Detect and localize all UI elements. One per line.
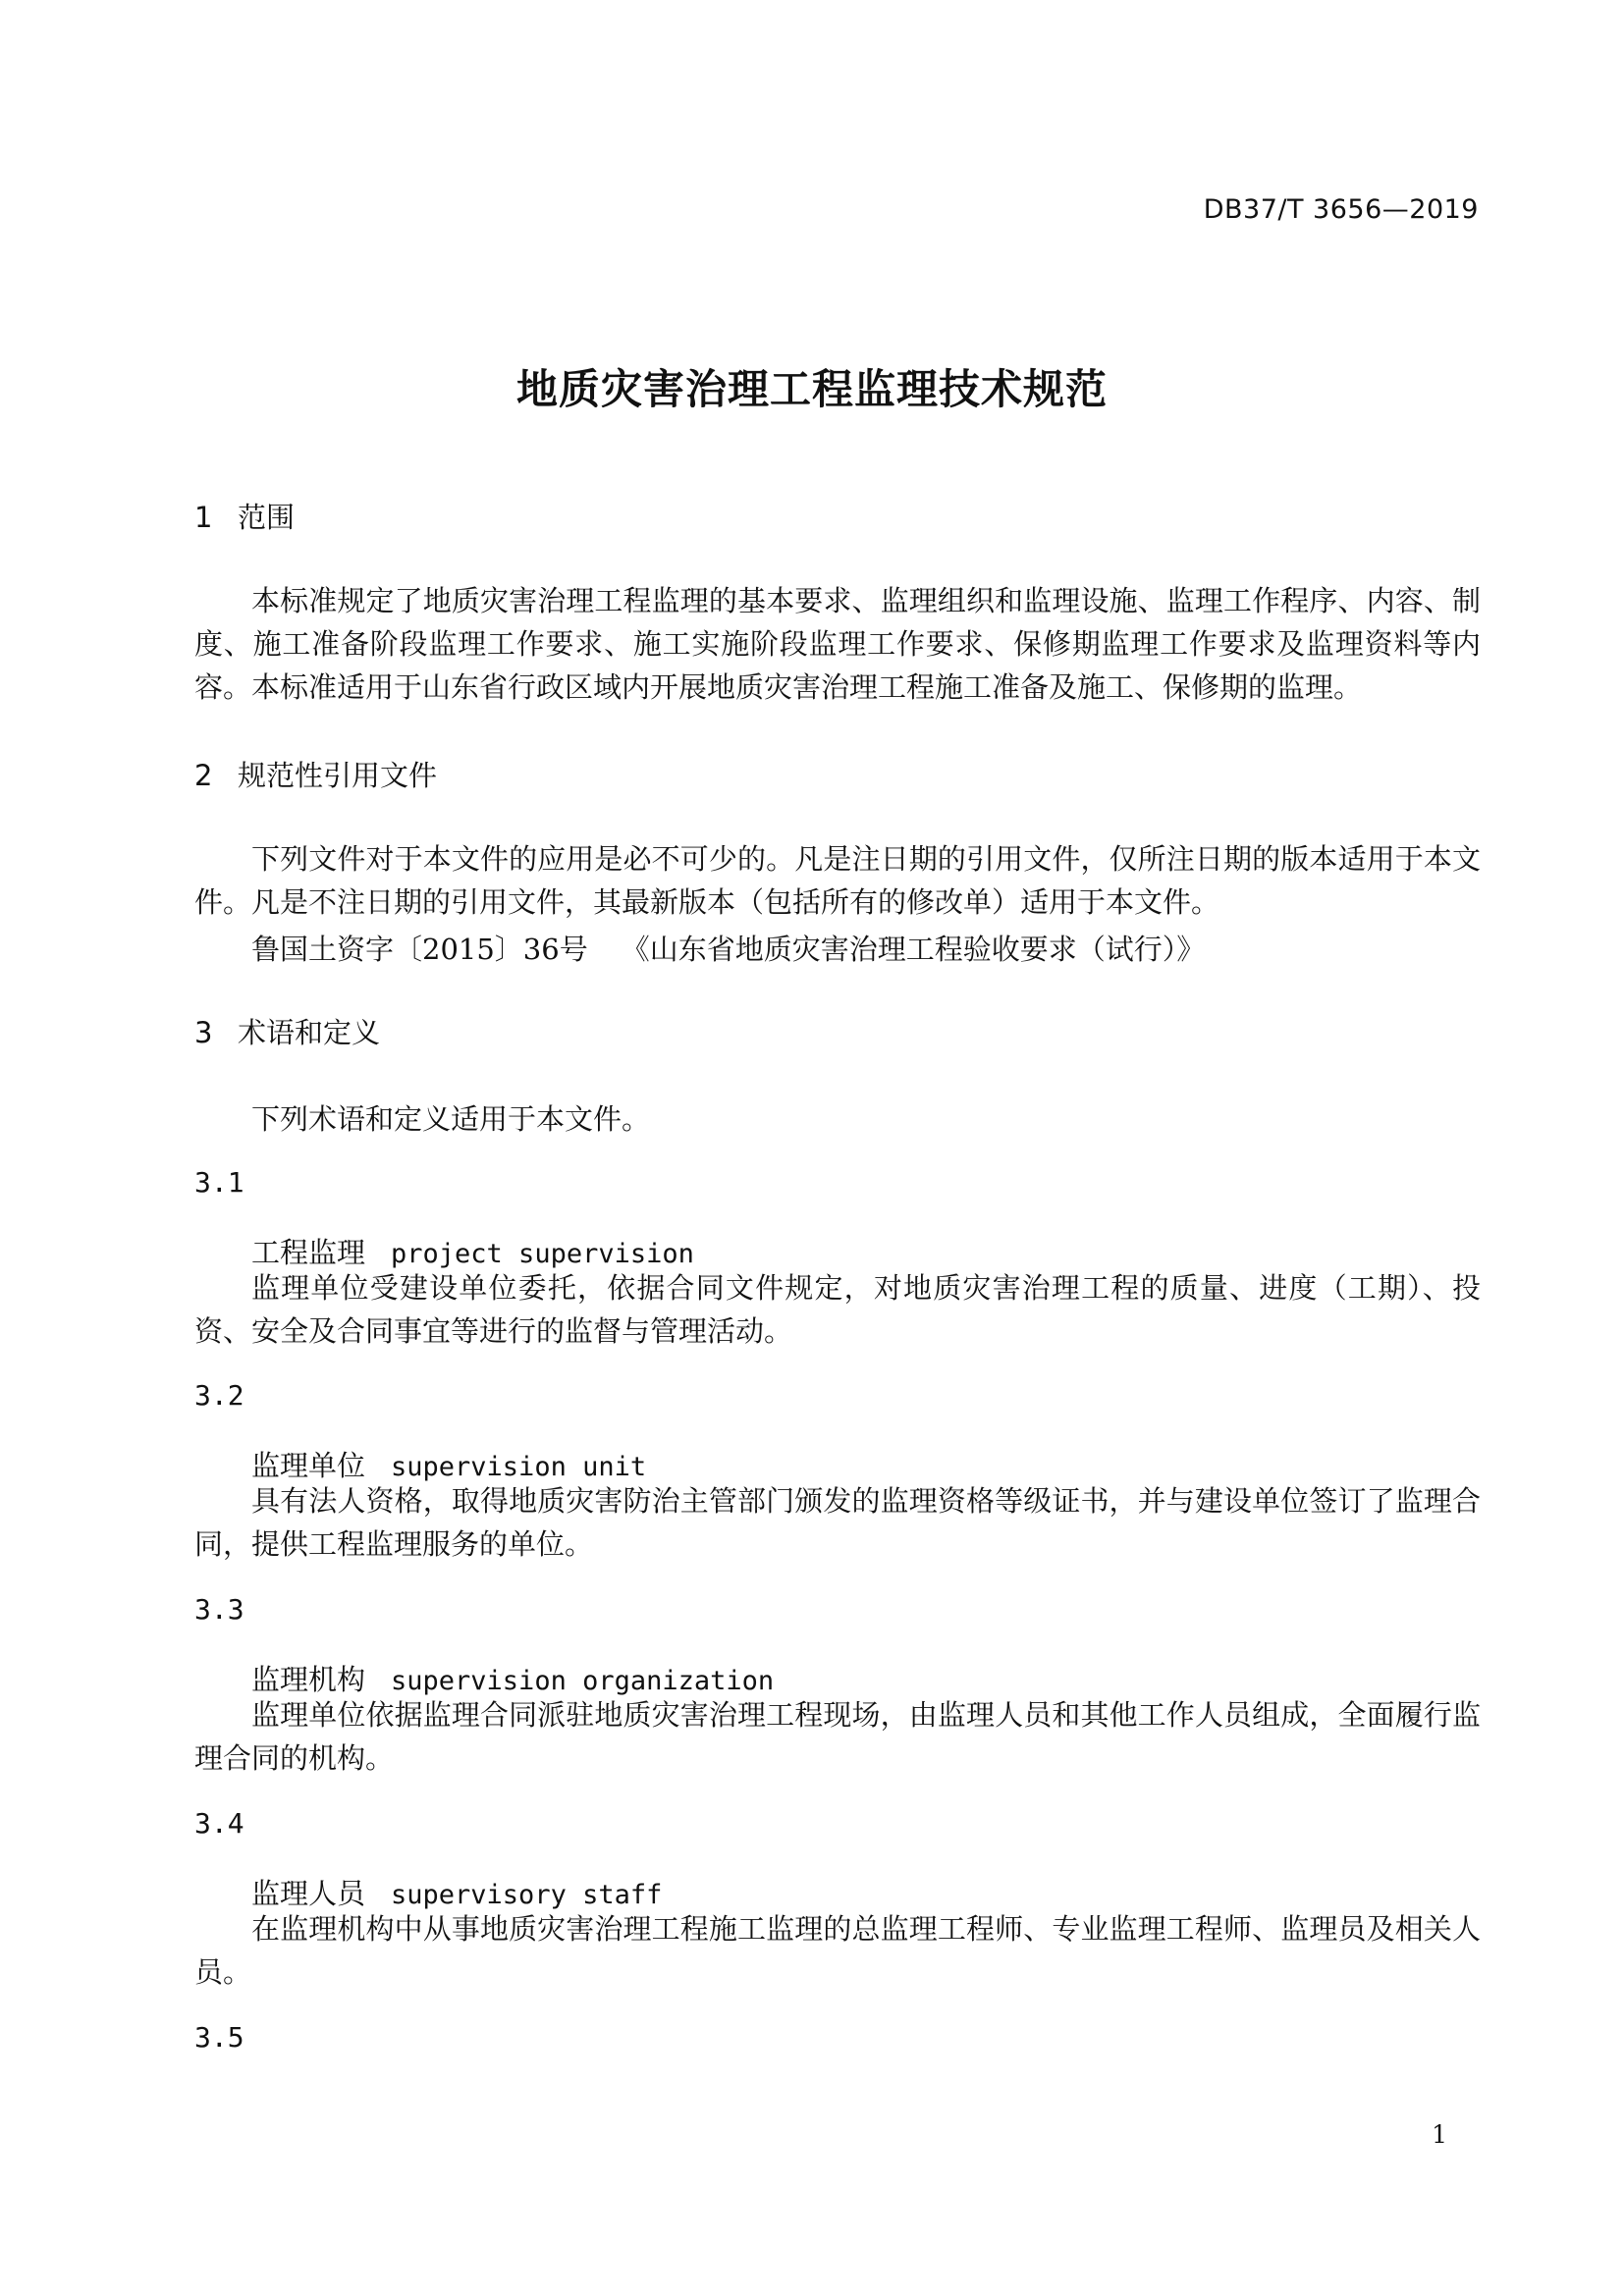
reference-title: 《山东省地质灾害治理工程验收要求（试行）》 xyxy=(621,933,1206,966)
section-title: 范围 xyxy=(238,501,296,534)
section-1-paragraph-2: 本标准适用于山东省行政区域内开展地质灾害治理工程施工准备及施工、保修期的监理。 xyxy=(251,670,1363,704)
section-1-paragraph-1: 本标准规定了地质灾害治理工程监理的基本要求、监理组织和监理设施、监理工作程序、内容、制度、施工准备阶段监理工作要求、施工实施阶段监理工作要求、保修期监理工作要求及监理资料等内容。 xyxy=(194,584,1481,704)
section-title: 规范性引用文件 xyxy=(238,759,438,792)
document-title: 地质灾害治理工程监理技术规范 xyxy=(515,365,1108,413)
term-definition: 在监理机构中从事地质灾害治理工程施工监理的总监理工程师、专业监理工程师、监理员及相关人员。 xyxy=(194,1912,1481,1989)
term-chinese: 监理机构 xyxy=(251,1663,366,1696)
term-chinese: 监理人员 xyxy=(251,1877,366,1910)
term-heading xyxy=(251,1231,694,1271)
term-number: 3.4 xyxy=(194,1807,244,1840)
reference-code: 鲁国土资字〔2015〕36号 xyxy=(251,933,588,966)
term-definition: 具有法人资格，取得地质灾害防治主管部门颁发的监理资格等级证书，并与建设单位签订了监理合同，提供工程监理服务的单位。 xyxy=(194,1484,1481,1561)
section-title: 术语和定义 xyxy=(238,1016,381,1049)
section-2-paragraph-1: 下列文件对于本文件的应用是必不可少的。凡是注日期的引用文件，仅所注日期的版本适用于本文件。凡是不注日期的引用文件，其最新版本（包括所有的修改单）适用于本文件。 xyxy=(194,842,1481,919)
term-number: 3.2 xyxy=(194,1379,244,1412)
section-number: 3 xyxy=(194,1016,213,1049)
term-chinese: 监理单位 xyxy=(251,1449,366,1482)
section-3-heading xyxy=(194,1011,380,1051)
section-3-intro: 下列术语和定义适用于本文件。 xyxy=(251,1102,651,1136)
term-definition: 监理单位依据监理合同派驻地质灾害治理工程现场，由监理人员和其他工作人员组成，全面履行监理合同的机构。 xyxy=(194,1698,1481,1775)
section-number: 2 xyxy=(194,759,213,792)
term-english: supervision unit xyxy=(391,1452,647,1482)
section-number: 1 xyxy=(194,501,213,534)
page-number: 1 xyxy=(1432,2120,1447,2149)
section-1-heading xyxy=(194,496,295,536)
term-chinese: 工程监理 xyxy=(251,1236,366,1269)
normative-reference xyxy=(251,928,1205,968)
term-english: supervision organization xyxy=(391,1666,775,1696)
term-number: 3.5 xyxy=(194,2021,244,2054)
term-number: 3.1 xyxy=(194,1166,244,1199)
term-heading xyxy=(251,1872,662,1912)
term-heading xyxy=(251,1658,774,1698)
section-2-heading xyxy=(194,754,437,794)
standard-code: DB37/T 3656—2019 xyxy=(1203,194,1479,225)
term-english: supervisory staff xyxy=(391,1880,663,1910)
term-heading xyxy=(251,1444,646,1484)
term-definition: 监理单位受建设单位委托，依据合同文件规定，对地质灾害治理工程的质量、进度（工期）、投资、安全及合同事宜等进行的监督与管理活动。 xyxy=(194,1271,1481,1348)
term-number: 3.3 xyxy=(194,1593,244,1626)
term-english: project supervision xyxy=(391,1239,694,1269)
